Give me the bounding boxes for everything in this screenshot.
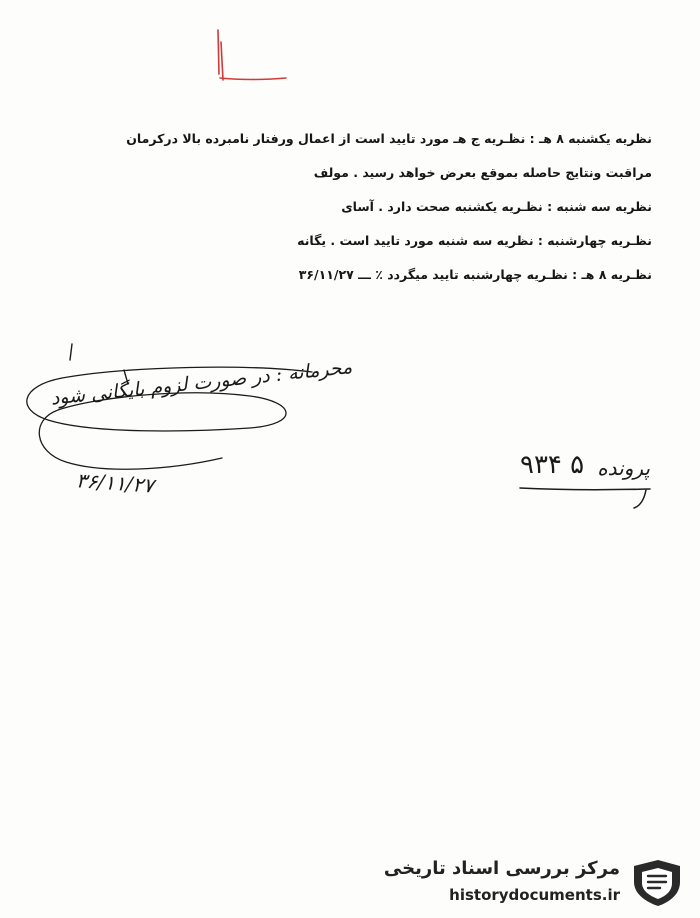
- report-line-tuesday: نظریه سه شنبه : نظـریه یکشنبه صحت دارد . آسای: [341, 199, 652, 214]
- report-line-followup: مراقبت ونتایج حاصله بموقع بعرض خواهد رسید . مولف: [313, 165, 652, 180]
- report-line-sunday: نظریه یکشنبه ۸ هـ : نظـریه ج هـ مورد تایید است از اعمال ورفتار نامبرده بالا درکرمان: [126, 131, 652, 146]
- watermark-url: historydocuments.ir: [449, 886, 620, 904]
- handwritten-note: محرمانه : در صورت لزوم بایگانی شود: [49, 356, 354, 410]
- report-line-final: نظـریه ۸ هـ : نظـریه چهارشنبه تایید میگردد ٪ ـــ ۳۶/۱۱/۲۷: [298, 267, 652, 282]
- file-number: ۹۳۴ ۵: [520, 450, 585, 480]
- watermark: [383, 852, 692, 912]
- typed-report: [40, 122, 652, 292]
- report-line-wednesday: نظـریه چهارشنبه : نظریه سه شنبه مورد تایید است . یگانه: [297, 233, 652, 248]
- red-corner-mark: [218, 30, 286, 80]
- file-number-underline: [520, 488, 650, 508]
- watermark-title: مرکز بررسی اسناد تاریخی: [383, 858, 620, 879]
- handwritten-date: ۳۶/۱۱/۲۷: [75, 468, 155, 498]
- file-label: پرونده: [597, 456, 650, 480]
- document-shield-icon: [628, 856, 686, 908]
- note-tick: [70, 344, 128, 384]
